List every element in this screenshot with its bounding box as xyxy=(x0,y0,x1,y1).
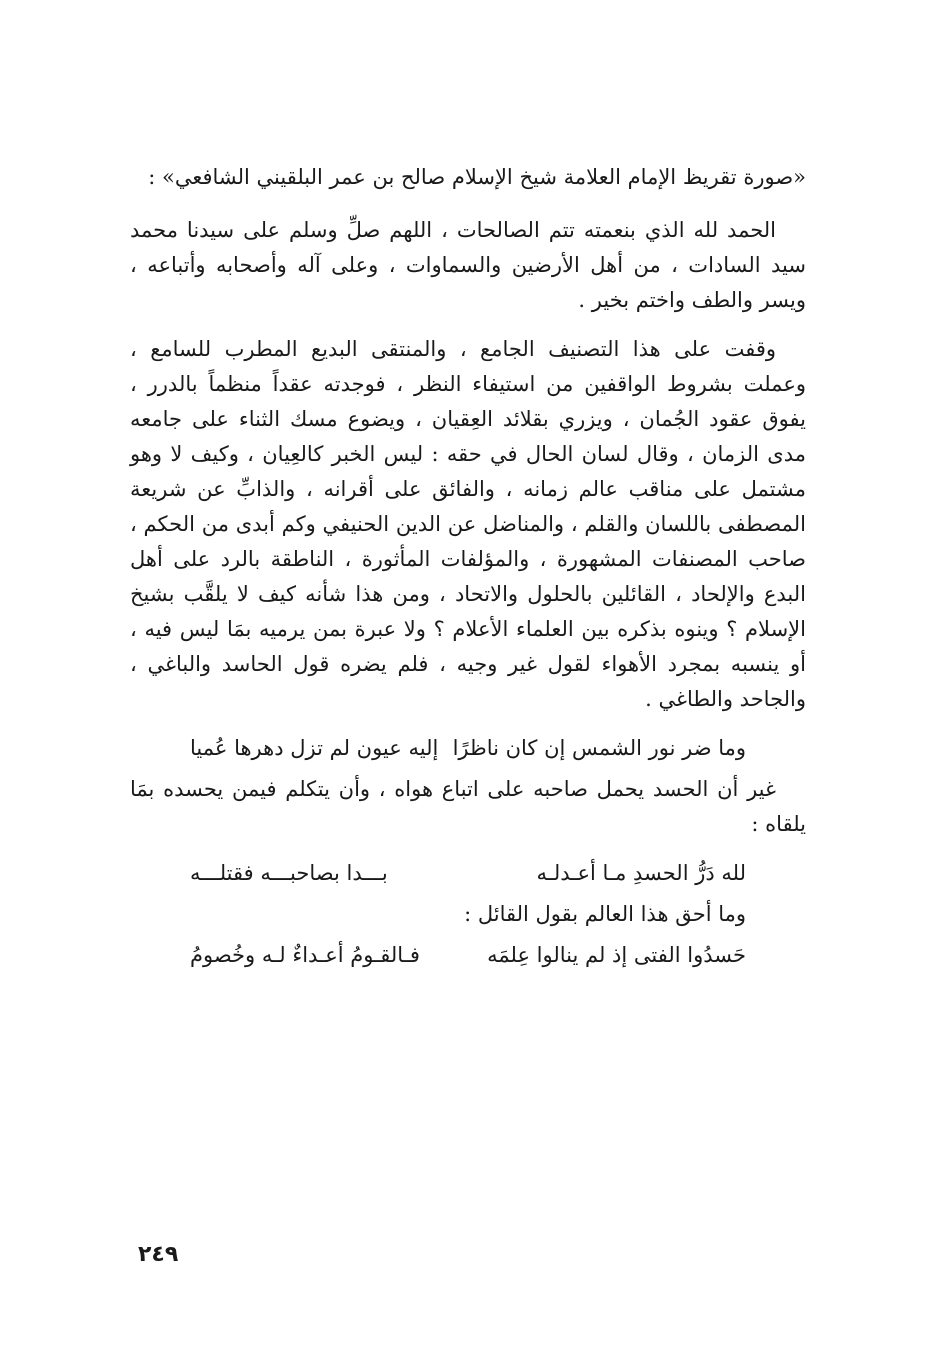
paragraph-quote-intro: وما أحق هذا العالم بقول القائل : xyxy=(464,902,746,926)
verse-line-1 xyxy=(190,731,746,766)
verse-hemistich-first: وما ضر نور الشمس إن كان ناظرًا xyxy=(452,736,746,760)
section-heading: «صورة تقريظ الإمام العلامة شيخ الإسلام صالح بن عمر البلقيني الشافعي» : xyxy=(148,165,806,189)
verse-hemistich-first: لله دَرُّ الحسدِ مـا أعـدلـه xyxy=(536,861,746,885)
page-number: ٢٤٩ xyxy=(138,1242,179,1267)
paragraph-praise: الحمد لله الذي بنعمته تتم الصالحات ، اللهم صلِّ وسلم على سيدنا محمد سيد السادات ، من أهل الأرضين والسماوات ، وعلى آله وأصحابه وأتباعه ، ويسر والطف واختم بخير . xyxy=(130,218,806,312)
verse-hemistich-first: حَسدُوا الفتى إذ لم ينالوا عِلمَه xyxy=(487,943,746,967)
verse-line-3 xyxy=(190,938,746,973)
verse-hemistich-second: بـــدا بصاحبـــه فقتلـــه xyxy=(190,861,388,885)
paragraph-envy: غير أن الحسد يحمل صاحبه على اتباع هواه ، وأن يتكلم فيمن يحسده بمَا يلقاه : xyxy=(130,777,806,836)
verse-hemistich-second: فـالقـومُ أعـداءٌ لـه وخُصومُ xyxy=(190,943,420,967)
verse-line-2 xyxy=(190,856,746,891)
paragraph-endorsement: وقفت على هذا التصنيف الجامع ، والمنتقى البديع المطرب للسامع ، وعملت بشروط الواقفين من استيفاء النظر ، فوجدته عقداً منظماً بالدرر ، يفوق عقود الجُمان ، ويزري بقلائد العِقيان ، ويضوع مسك الثناء على جامعه مدى الزمان ، وقال لسان الحال في حقه : ليس الخبر كالعِيان ، وكيف لا وهو مشتمل على مناقب عالم زمانه ، والفائق على أقرانه ، والذابِّ عن شريعة المصطفى باللسان والقلم ، والمناضل عن الدين الحنيفي وكم أبدى من الحكم ، صاحب المصنفات المشهورة ، والمؤلفات المأثورة ، الناطقة بالرد على أهل البدع والإلحاد ، القائلين بالحلول والاتحاد ، ومن هذا شأنه كيف لا يلقَّب بشيخ الإسلام ؟ وينوه بذكره بين العلماء الأعلام ؟ ولا عبرة بمن يرميه بمَا ليس فيه ، أو ينسبه بمجرد الأهواء لقول غير وجيه ، فلم يضره قول الحاسد والباغي ، والجاحد والطاغي . xyxy=(130,337,806,711)
verse-hemistich-second: إليه عيون لم تزل دهرها عُميا xyxy=(190,736,439,760)
document-page xyxy=(130,160,806,979)
